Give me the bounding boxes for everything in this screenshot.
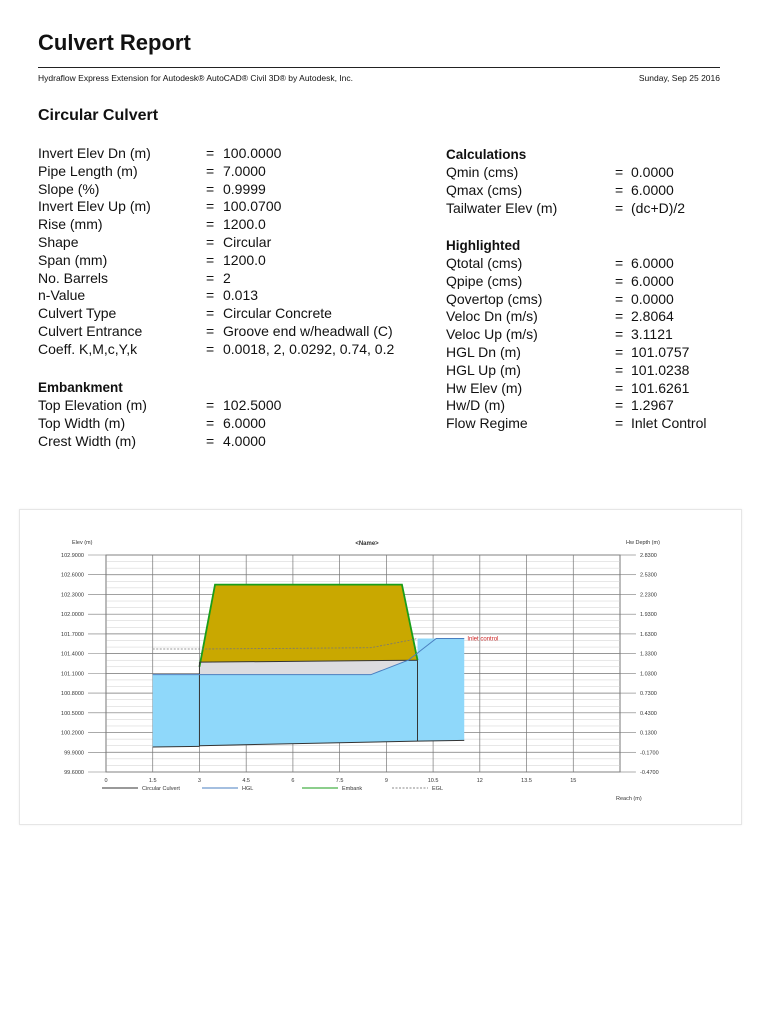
y2-tick-label: -0.4700 [640, 770, 659, 776]
culvert-param-label: Shape [38, 233, 79, 250]
highlighted-param-label: Hw/D (m) [446, 397, 506, 414]
equals-sign: = [615, 397, 624, 414]
culvert-param-value: 0.0018, 2, 0.0292, 0.74, 0.2 [223, 340, 395, 357]
highlighted-param-label: Qovertop (cms) [446, 290, 543, 307]
report-subtitle: Hydraflow Express Extension for Autodesk® AutoCAD® Civil 3D® by Autodesk, Inc. [38, 73, 354, 83]
highlighted-param-row [446, 255, 746, 273]
y2-tick-label: 1.0300 [640, 671, 657, 678]
culvert-param-row [38, 341, 418, 359]
y-tick-label: 102.0000 [61, 612, 84, 619]
y-tick-label: 102.6000 [61, 572, 84, 579]
embankment-param-value: 102.5000 [223, 397, 282, 413]
equals-sign: = [615, 326, 624, 343]
embankment-param-label: Crest Width (m) [38, 432, 136, 449]
highlighted-param-row [446, 326, 746, 344]
highlighted-param-value: 6.0000 [631, 255, 674, 271]
equals-sign: = [615, 272, 624, 289]
highlighted-param-value: 2.8064 [631, 308, 674, 325]
y-tick-label: 102.9000 [61, 553, 84, 559]
x-tick-label: 9 [384, 778, 388, 784]
culvert-param-row [38, 145, 418, 163]
y-tick-label: 100.8000 [61, 691, 84, 698]
equals-sign: = [206, 305, 215, 322]
culvert-param-value: 1200.0 [223, 251, 266, 268]
highlighted-param-label: Veloc Up (m/s) [446, 326, 538, 343]
section-title: Circular Culvert [38, 107, 159, 124]
culvert-param-label: Rise (mm) [38, 216, 103, 233]
equals-sign: = [206, 414, 215, 431]
legend-label: HGL [242, 786, 254, 792]
equals-sign: = [615, 181, 624, 198]
equals-sign: = [206, 198, 215, 215]
highlighted-param-label: Qtotal (cms) [446, 255, 523, 271]
culvert-param-label: n-Value [38, 287, 86, 304]
embankment-param-row [38, 433, 418, 451]
embankment-heading: Embankment [38, 380, 123, 395]
legend-label: Embank [342, 786, 363, 792]
culvert-param-value: Circular Concrete [223, 305, 332, 322]
equals-sign: = [206, 269, 215, 286]
culvert-param-label: No. Barrels [38, 269, 109, 286]
equals-sign: = [206, 397, 215, 413]
culvert-param-label: Span (mm) [38, 251, 108, 268]
highlighted-param-label: Veloc Dn (m/s) [446, 308, 538, 325]
culvert-param-label: Culvert Type [38, 305, 117, 322]
y2-tick-label: 0.1300 [640, 730, 657, 737]
culvert-param-row [38, 252, 418, 270]
equals-sign: = [206, 216, 215, 233]
culvert-param-value: Circular [223, 233, 272, 250]
chart-title: <Name> [355, 541, 379, 547]
culvert-param-label: Invert Elev Dn (m) [38, 145, 151, 161]
header-rule [38, 67, 720, 68]
y2-tick-label: 2.5300 [640, 572, 657, 579]
highlighted-param-label: Qpipe (cms) [446, 272, 523, 289]
culvert-param-label: Pipe Length (m) [38, 162, 138, 179]
water-upstream [418, 639, 465, 742]
y-tick-label: 100.5000 [61, 710, 84, 717]
equals-sign: = [206, 233, 215, 250]
calculation-param-row [446, 200, 746, 218]
highlighted-param-value: 101.6261 [631, 379, 690, 396]
equals-sign: = [206, 162, 215, 179]
equals-sign: = [206, 251, 215, 268]
y2-tick-label: 0.7300 [640, 691, 657, 698]
culvert-param-value: 100.0000 [223, 145, 282, 161]
y-tick-label: 101.1000 [61, 671, 84, 678]
embankment-param-row [38, 415, 418, 433]
legend-label: Circular Culvert [142, 786, 180, 792]
highlighted-param-label: HGL Dn (m) [446, 343, 521, 360]
embankment-param-value: 6.0000 [223, 414, 266, 431]
y2-tick-label: 1.3300 [640, 651, 657, 658]
culvert-param-row [38, 234, 418, 252]
highlighted-param-value: 101.0757 [631, 343, 690, 360]
highlighted-params [446, 237, 746, 433]
calculation-param-row [446, 164, 746, 182]
equals-sign: = [615, 199, 624, 216]
report-date: Sunday, Sep 25 2016 [638, 73, 720, 83]
culvert-param-row [38, 270, 418, 288]
culvert-param-row [38, 305, 418, 323]
equals-sign: = [615, 361, 624, 378]
highlighted-param-row [446, 308, 746, 326]
calculation-param-label: Qmax (cms) [446, 181, 523, 198]
culvert-param-label: Invert Elev Up (m) [38, 198, 151, 215]
x-tick-label: 7.5 [335, 778, 344, 784]
highlighted-param-value: 1.2967 [631, 397, 674, 414]
water-downstream [153, 675, 200, 747]
x-tick-label: 4.5 [242, 778, 251, 784]
highlighted-param-row [446, 291, 746, 309]
highlighted-param-row [446, 273, 746, 291]
channel-bed-upstream [418, 740, 465, 741]
embankment-param-label: Top Width (m) [38, 414, 126, 431]
highlighted-param-value: 0.0000 [631, 290, 674, 307]
highlighted-param-label: HGL Up (m) [446, 361, 521, 378]
equals-sign: = [615, 343, 624, 360]
highlighted-param-value: 6.0000 [631, 272, 674, 289]
y2-tick-label: -0.1700 [640, 750, 659, 757]
equals-sign: = [206, 432, 215, 449]
highlighted-param-label: Hw Elev (m) [446, 379, 523, 396]
calculation-param-label: Tailwater Elev (m) [446, 199, 558, 216]
y2-tick-label: 2.2300 [640, 592, 657, 599]
equals-sign: = [206, 145, 215, 161]
highlighted-param-value: Inlet Control [631, 415, 707, 432]
culvert-param-label: Slope (%) [38, 180, 100, 197]
culvert-param-row [38, 181, 418, 199]
culvert-param-row [38, 163, 418, 181]
equals-sign: = [615, 290, 624, 307]
legend-label: EGL [432, 786, 444, 792]
culvert-param-label: Culvert Entrance [38, 322, 143, 339]
highlighted-param-row [446, 397, 746, 415]
calculation-param-value: (dc+D)/2 [631, 199, 686, 216]
culvert-param-label: Coeff. K,M,c,Y,k [38, 340, 138, 357]
equals-sign: = [206, 322, 215, 339]
y2-tick-label: 0.4300 [640, 710, 657, 717]
culvert-param-value: 2 [223, 269, 231, 286]
culvert-param-row [38, 287, 418, 305]
profile-chart-frame [19, 509, 742, 825]
calculations-heading: Calculations [446, 147, 527, 162]
culvert-param-value: 0.9999 [223, 180, 266, 197]
culvert-param-row [38, 323, 418, 341]
x-tick-label: 1.5 [148, 778, 157, 784]
equals-sign: = [615, 255, 624, 271]
culvert-param-value: 0.013 [223, 287, 259, 304]
y-tick-label: 101.4000 [61, 651, 84, 658]
equals-sign: = [615, 164, 624, 180]
calculation-param-label: Qmin (cms) [446, 164, 519, 180]
y-tick-label: 99.9000 [64, 750, 84, 757]
highlighted-param-row [446, 344, 746, 362]
culvert-param-value: 7.0000 [223, 162, 266, 179]
embankment-param-label: Top Elevation (m) [38, 397, 147, 413]
equals-sign: = [206, 340, 215, 357]
y2-tick-label: 1.9300 [640, 612, 657, 619]
highlighted-param-value: 101.0238 [631, 361, 690, 378]
highlighted-param-row [446, 362, 746, 380]
calculation-param-value: 0.0000 [631, 164, 674, 180]
y-tick-label: 101.7000 [61, 631, 84, 638]
highlighted-param-row [446, 380, 746, 398]
calculation-param-row [446, 182, 746, 200]
embankment-fill [199, 585, 417, 667]
y-axis-label: Elev (m) [72, 540, 93, 546]
culvert-params [38, 145, 418, 359]
x-tick-label: 6 [291, 778, 295, 784]
culvert-param-row [38, 198, 418, 216]
equals-sign: = [615, 308, 624, 325]
calculations-params [446, 146, 746, 217]
equals-sign: = [615, 379, 624, 396]
embankment-param-value: 4.0000 [223, 432, 266, 449]
calculation-param-value: 6.0000 [631, 181, 674, 198]
x-tick-label: 0 [104, 778, 108, 784]
equals-sign: = [206, 180, 215, 197]
highlighted-heading: Highlighted [446, 238, 521, 253]
highlighted-param-value: 3.1121 [631, 326, 673, 343]
y2-axis-label: Hw Depth (m) [626, 540, 660, 546]
equals-sign: = [206, 287, 215, 304]
embankment-params [38, 379, 418, 450]
channel-bed-downstream [153, 746, 200, 747]
y-tick-label: 100.2000 [61, 730, 84, 737]
y-tick-label: 102.3000 [61, 592, 84, 599]
equals-sign: = [615, 415, 624, 432]
x-tick-label: 13.5 [521, 778, 532, 784]
x-axis-label: Reach (m) [616, 796, 642, 802]
x-tick-label: 15 [570, 778, 577, 784]
culvert-param-value: Groove end w/headwall (C) [223, 322, 393, 339]
x-tick-label: 10.5 [427, 778, 439, 784]
culvert-param-value: 100.0700 [223, 198, 282, 215]
y2-tick-label: 1.6300 [640, 631, 657, 638]
report-title: Culvert Report [38, 30, 191, 55]
culvert-param-value: 1200.0 [223, 216, 266, 233]
x-tick-label: 12 [476, 778, 483, 784]
y-tick-label: 99.6000 [64, 770, 84, 776]
highlighted-param-label: Flow Regime [446, 415, 528, 432]
inlet-control-label: Inlet control [467, 636, 499, 643]
culvert-param-row [38, 216, 418, 234]
embankment-param-row [38, 397, 418, 415]
y2-tick-label: 2.8300 [640, 553, 657, 559]
highlighted-param-row [446, 415, 746, 433]
x-tick-label: 3 [197, 778, 201, 784]
profile-chart [20, 510, 741, 824]
